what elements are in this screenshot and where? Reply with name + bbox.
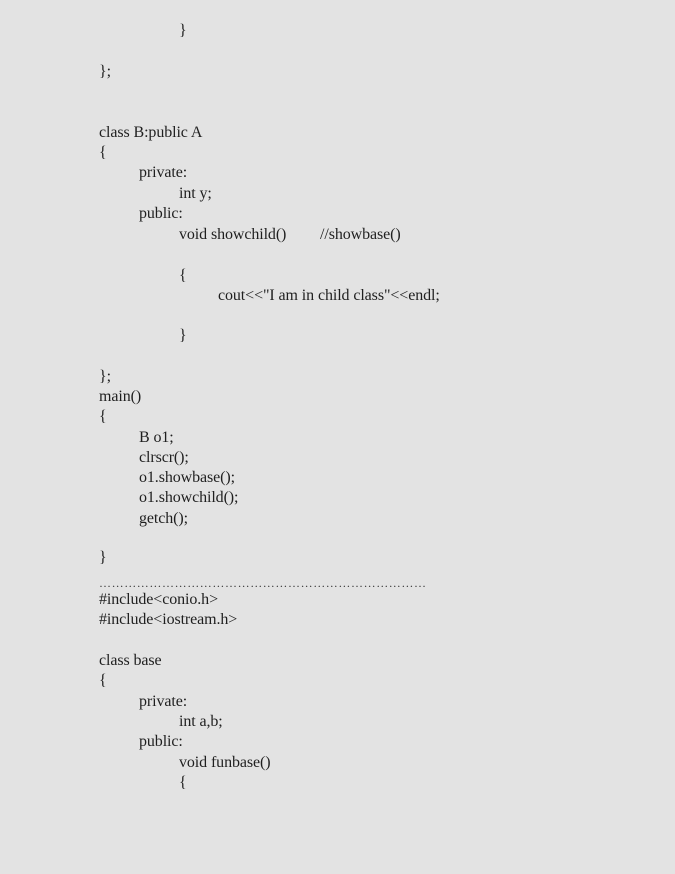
- code-line: void funbase(): [179, 754, 271, 771]
- code-line: class B:public A: [99, 124, 203, 141]
- code-line: };: [99, 368, 111, 385]
- code-line: o1.showbase();: [139, 469, 235, 486]
- code-line: }: [179, 327, 187, 344]
- code-line: int a,b;: [179, 713, 223, 730]
- code-line: getch();: [139, 510, 188, 527]
- code-line: {: [179, 267, 187, 284]
- code-line: {: [99, 144, 107, 161]
- code-line: int y;: [179, 185, 212, 202]
- code-line: {: [99, 672, 107, 689]
- code-line: public:: [139, 205, 183, 222]
- code-line: };: [99, 63, 111, 80]
- code-line: o1.showchild();: [139, 489, 239, 506]
- code-line: private:: [139, 693, 188, 710]
- code-line: #include<conio.h>: [99, 591, 218, 608]
- code-line: class base: [99, 652, 162, 669]
- code-line: {: [99, 408, 107, 425]
- code-line: }: [179, 22, 187, 39]
- code-line: clrscr();: [139, 449, 189, 466]
- code-line: {: [179, 774, 187, 791]
- code-line: void showchild(): [179, 226, 287, 243]
- code-line: }: [99, 549, 107, 566]
- dotted-separator: ……………………………………………………………………: [99, 576, 427, 590]
- code-line: private:: [139, 164, 188, 181]
- code-line: B o1;: [139, 429, 174, 446]
- code-line: public:: [139, 733, 183, 750]
- code-line: #include<iostream.h>: [99, 611, 238, 628]
- code-line: main(): [99, 388, 142, 405]
- code-line: cout<<"I am in child class"<<endl;: [218, 287, 440, 304]
- code-comment: //showbase(): [320, 226, 401, 243]
